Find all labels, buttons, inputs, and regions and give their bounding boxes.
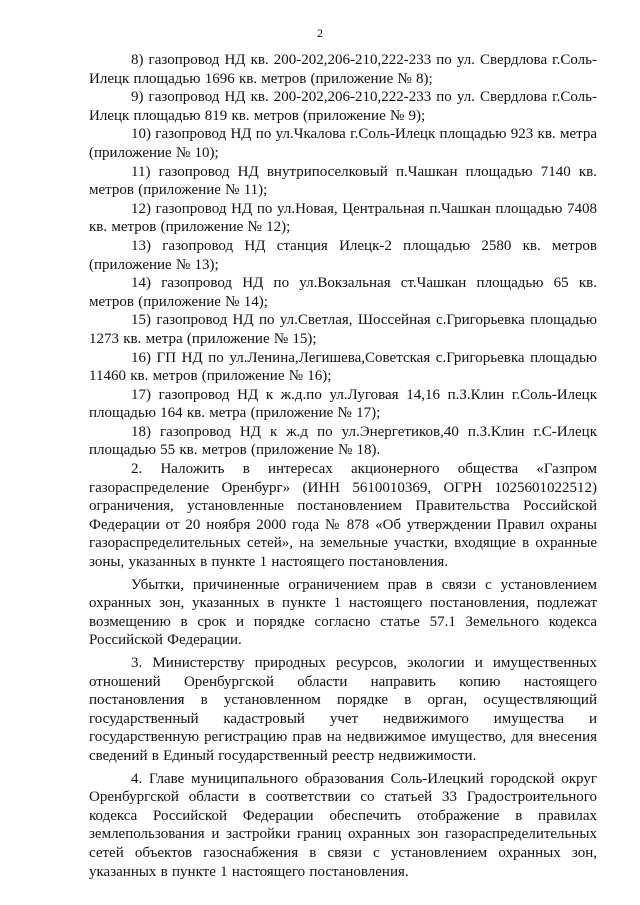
list-item-16: 16) ГП НД по ул.Ленина,Легишева,Советская с.Григорьевка площадью 11460 кв. метров (приложение № 16); (89, 349, 597, 385)
clause-4-head: 4. Главе муниципального образования Соль-Илецкий городской округ Оренбургской области в соответствии со статьей 33 Градостроительного кодекса Российской Федерации обеспечить отображение в правилах землепользования и застройки границ охранных зон газораспределительных сетей объектов газоснабжения в связи с установлением охранных зон, указанных в пункте 1 настоящего постановления. (89, 770, 597, 880)
list-item-8: 8) газопровод НД кв. 200-202,206-210,222-233 по ул. Свердлова г.Соль-Илецк площадью 1696 кв. метров (приложение № 8); (89, 52, 597, 87)
list-item-14: 14) газопровод НД по ул.Вокзальная ст.Чашкан площадью 65 кв. метров (приложение № 14); (89, 275, 597, 310)
list-item-17: 17) газопровод НД к ж.д.по ул.Луговая 14,16 п.З.Клин г.Соль-Илецк площадью 164 кв. метра (приложение № 17); (89, 386, 597, 422)
document-body (89, 51, 597, 881)
list-item-12: 12) газопровод НД по ул.Новая, Центральная п.Чашкан площадью 7408 кв. метров (приложение № 12); (89, 200, 597, 236)
list-item-10: 10) газопровод НД по ул.Чкалова г.Соль-Илецк площадью 923 кв. метра (приложение № 10); (89, 126, 597, 161)
list-item-13: 13) газопровод НД станция Илецк-2 площадью 2580 кв. метров (приложение № 13); (89, 237, 597, 273)
page-number: 2 (317, 26, 323, 40)
list-item-9: 9) газопровод НД кв. 200-202,206-210,222-233 по ул. Свердлова г.Соль-Илецк площадью 819 кв. метров (приложение № 9); (89, 89, 597, 124)
clause-2-damages: Убытки, причиненные ограничением прав в связи с установлением охранных зон, указанных в пункте 1 настоящего постановления, подлежат возмещению в срок и порядке согласно статье 57.1 Земельного кодекса Российской Федерации. (89, 576, 597, 649)
clause-2-restrictions: 2. Наложить в интересах акционерного общества «Газпром газораспределение Оренбург» (ИНН 5610010369, ОГРН 1025601022512) ограничения, установленные постановлением Правительства Российской Федерации от 20 ноября 2000 года № 878 «Об утверждении Правил охраны газораспределительных сетей», на земельные участки, входящие в охранные зоны, указанных в пункте 1 настоящего постановления. (89, 461, 597, 571)
list-item-11: 11) газопровод НД внутрипоселковый п.Чашкан площадью 7140 кв. метров (приложение № 11); (89, 163, 597, 199)
list-item-18: 18) газопровод НД к ж.д по ул.Энергетиков,40 п.З.Клин г.С-Илецк площадью 55 кв. метров (приложение № 18). (89, 423, 597, 459)
clause-3-ministry: 3. Министерству природных ресурсов, экологии и имущественных отношений Оренбургской области направить копию настоящего постановления в установленном порядке в орган, осуществляющий государственный кадастровый учет недвижимого имущества и государственную регистрацию прав на недвижимое имущество, для внесения сведений в Единый государственный реестр недвижимости. (89, 655, 597, 764)
list-item-15: 15) газопровод НД по ул.Светлая, Шоссейная с.Григорьевка площадью 1273 кв. метра (приложение № 15); (89, 312, 597, 347)
